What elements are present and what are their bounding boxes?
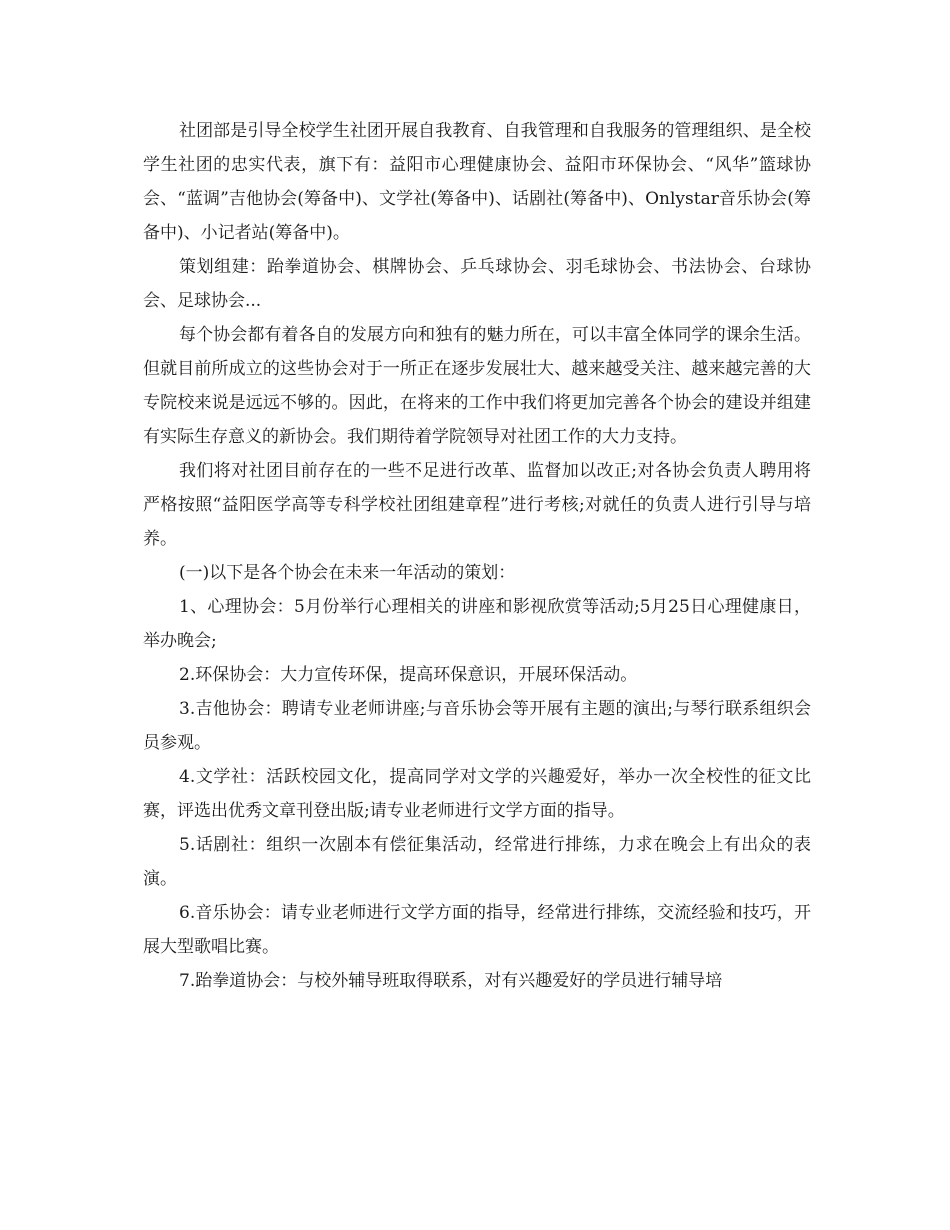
document-body	[143, 114, 811, 998]
list-item: 5.话剧社：组织一次剧本有偿征集活动，经常进行排练，力求在晚会上有出众的表演。	[143, 835, 811, 889]
paragraph-planned: 策划组建：跆拳道协会、棋牌协会、乒乓球协会、羽毛球协会、书法协会、台球协会、足球协会...	[143, 257, 811, 311]
list-item: 7.跆拳道协会：与校外辅导班取得联系，对有兴趣爱好的学员进行辅导培	[179, 971, 723, 991]
list-item: 4.文学社：活跃校园文化，提高同学对文学的兴趣爱好，举办一次全校性的征文比赛，评选出优秀文章刊登出版;请专业老师进行文学方面的指导。	[143, 767, 811, 821]
list-item: 6.音乐协会：请专业老师进行文学方面的指导，经常进行排练，交流经验和技巧，开展大型歌唱比赛。	[143, 903, 811, 957]
paragraph-intro: 社团部是引导全校学生社团开展自我教育、自我管理和自我服务的管理组织、是全校学生社团的忠实代表，旗下有：益阳市心理健康协会、益阳市环保协会、“风华”篮球协会、“蓝调”吉他协会(筹备中)、文学社(筹备中)、话剧社(筹备中)、Onlystar音乐协会(筹备中)、小记者站(筹备中)。	[143, 121, 811, 243]
list-item: 1、心理协会：5月份举行心理相关的讲座和影视欣赏等活动;5月25日心理健康日，举办晚会;	[143, 597, 811, 651]
paragraph-reform: 我们将对社团目前存在的一些不足进行改革、监督加以改正;对各协会负责人聘用将严格按照“益阳医学高等专科学校社团组建章程”进行考核;对就任的负责人进行引导与培养。	[143, 461, 811, 549]
list-item: 3.吉他协会：聘请专业老师讲座;与音乐协会等开展有主题的演出;与琴行联系组织会员参观。	[143, 699, 811, 753]
section-heading: (一)以下是各个协会在未来一年活动的策划：	[179, 563, 516, 583]
paragraph-development: 每个协会都有着各自的发展方向和独有的魅力所在，可以丰富全体同学的课余生活。但就目前所成立的这些协会对于一所正在逐步发展壮大、越来越受关注、越来越完善的大专院校来说是远远不够的。因此，在将来的工作中我们将更加完善各个协会的建设并组建有实际生存意义的新协会。我们期待着学院领导对社团工作的大力支持。	[143, 325, 811, 447]
list-item: 2.环保协会：大力宣传环保，提高环保意识，开展环保活动。	[179, 665, 638, 685]
